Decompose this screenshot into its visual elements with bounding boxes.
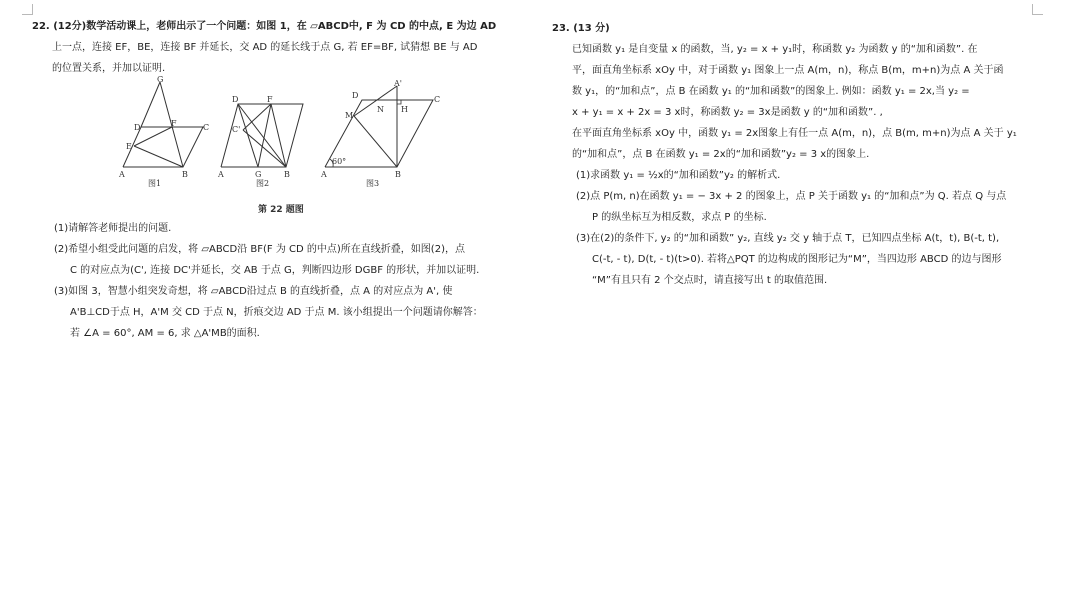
q22-text-line: 的位置关系，并加以证明. bbox=[52, 63, 166, 74]
label-g1-G: G bbox=[157, 75, 164, 84]
label-g3-H: H bbox=[401, 105, 408, 114]
label-g2-A: A bbox=[218, 170, 224, 179]
figure-3 bbox=[325, 86, 433, 167]
figure-2 bbox=[221, 104, 303, 167]
page-corner-mark-right bbox=[1032, 4, 1043, 15]
q22-text-line: 上一点，连接 EF，BE，连接 BF 并延长，交 AD 的延长线于点 G, 若 EF=BF, 试猜想 BE 与 AD bbox=[52, 42, 478, 53]
q23-heading: 23. (13 分) bbox=[552, 23, 610, 34]
q23-text-line: x + y₁ = x + 2x = 3 x时，称函数 y₂ = 3x是函数 y 的“加和函数”. , bbox=[572, 107, 883, 118]
caption-figure-1: 图1 bbox=[148, 179, 162, 188]
q23-text-line: 的“加和点”，点 B 在函数 y₁ = 2x的“加和函数”y₂ = 3 x的图象上. bbox=[572, 149, 870, 160]
q22-part-3-cont: 若 ∠A = 60°, AM = 6, 求 △A'MB的面积. bbox=[70, 328, 260, 339]
label-g3-B: B bbox=[395, 170, 401, 179]
q22-part-2: (2)希望小组受此问题的启发，将 ▱ABCD沿 BF(F 为 CD 的中点)所在直线折叠，如图(2)，点 bbox=[54, 244, 465, 255]
label-g3-A: A bbox=[321, 170, 327, 179]
caption-figure-3: 图3 bbox=[366, 179, 380, 188]
q22-part-1: (1)请解答老师提出的问题. bbox=[54, 223, 172, 234]
label-g1-E: E bbox=[126, 142, 132, 151]
label-g1-C: C bbox=[203, 123, 210, 132]
q23-part-3-cont: “M”有且只有 2 个交点时，请直接写出 t 的取值范围. bbox=[592, 275, 828, 286]
label-g1-D: D bbox=[134, 123, 141, 132]
label-g1-A: A bbox=[119, 170, 125, 179]
label-g2-Cprime: C' bbox=[232, 125, 241, 134]
q23-text-line: 在平面直角坐标系 xOy 中，函数 y₁ = 2x图象上有任一点 A(m，n)，点 B(m, m+n)为点 A 关于 y₁ bbox=[572, 128, 1017, 139]
q23-part-3: (3)在(2)的条件下, y₂ 的“加和函数” y₂, 直线 y₂ 交 y 轴于点 T，已知四点坐标 A(t，t), B(-t, t), bbox=[576, 233, 1000, 244]
label-g3-M: M bbox=[345, 111, 354, 120]
q22-figures-svg bbox=[118, 75, 450, 196]
q23-text-line: 数 y₁，的“加和点”，点 B 在函数 y₁ 的“加和函数”的图象上. 例如：函数 y₁ = 2x,当 y₂ = bbox=[572, 86, 970, 97]
label-g1-B: B bbox=[182, 170, 188, 179]
label-g2-G: G bbox=[255, 170, 262, 179]
label-g3-D: D bbox=[352, 91, 359, 100]
label-g2-F: F bbox=[267, 95, 273, 104]
figure-title: 第 22 题图 bbox=[258, 205, 304, 215]
q23-part-2: (2)点 P(m, n)在函数 y₁ = − 3x + 2 的图象上，点 P 关于函数 y₁ 的“加和点”为 Q. 若点 Q 与点 bbox=[576, 191, 1007, 202]
q23-part-3-cont: C(-t, - t), D(t, - t)(t>0). 若将△PQT 的边构成的图形记为“M”，当四边形 ABCD 的边与图形 bbox=[592, 254, 1002, 265]
label-g3-angle: 60° bbox=[332, 157, 347, 166]
page-corner-mark-left bbox=[22, 4, 33, 15]
label-g2-D: D bbox=[232, 95, 239, 104]
label-g2-B: B bbox=[284, 170, 290, 179]
q22-part-3: (3)如图 3，智慧小组突发奇想，将 ▱ABCD沿过点 B 的直线折叠，点 A 的对应点为 A', 使 bbox=[54, 286, 453, 297]
q23-part-2-cont: P 的纵坐标互为相反数，求点 P 的坐标. bbox=[592, 212, 767, 223]
q22-figures bbox=[118, 75, 450, 196]
q22-part-2-cont: C 的对应点为(C', 连接 DC'并延长，交 AB 于点 G，判断四边形 DGBF 的形状，并加以证明. bbox=[70, 265, 480, 276]
label-g1-F: F bbox=[171, 119, 177, 128]
label-g3-C: C bbox=[434, 95, 441, 104]
label-g3-Aprime: A' bbox=[394, 79, 402, 88]
q23-text-line: 已知函数 y₁ 是自变量 x 的函数，当, y₂ = x + y₁时，称函数 y₂ 为函数 y 的“加和函数”. 在 bbox=[572, 44, 978, 55]
q22-heading: 22. (12分)数学活动课上，老师出示了一个问题：如图 1，在 ▱ABCD中, F 为 CD 的中点, E 为边 AD bbox=[32, 21, 497, 32]
q23-part-1: (1)求函数 y₁ = ½x的“加和函数”y₂ 的解析式. bbox=[576, 170, 781, 181]
q22-part-3-cont: A'B⊥CD于点 H，A'M 交 CD 于点 N，折痕交边 AD 于点 M. 该小组提出一个问题请你解答： bbox=[70, 307, 483, 318]
label-g3-N: N bbox=[377, 105, 384, 114]
q23-text-line: 平，面直角坐标系 xOy 中，对于函数 y₁ 图象上一点 A(m，n)，称点 B(m，m+n)为点 A 关于函 bbox=[572, 65, 1004, 76]
caption-figure-2: 图2 bbox=[256, 179, 270, 188]
